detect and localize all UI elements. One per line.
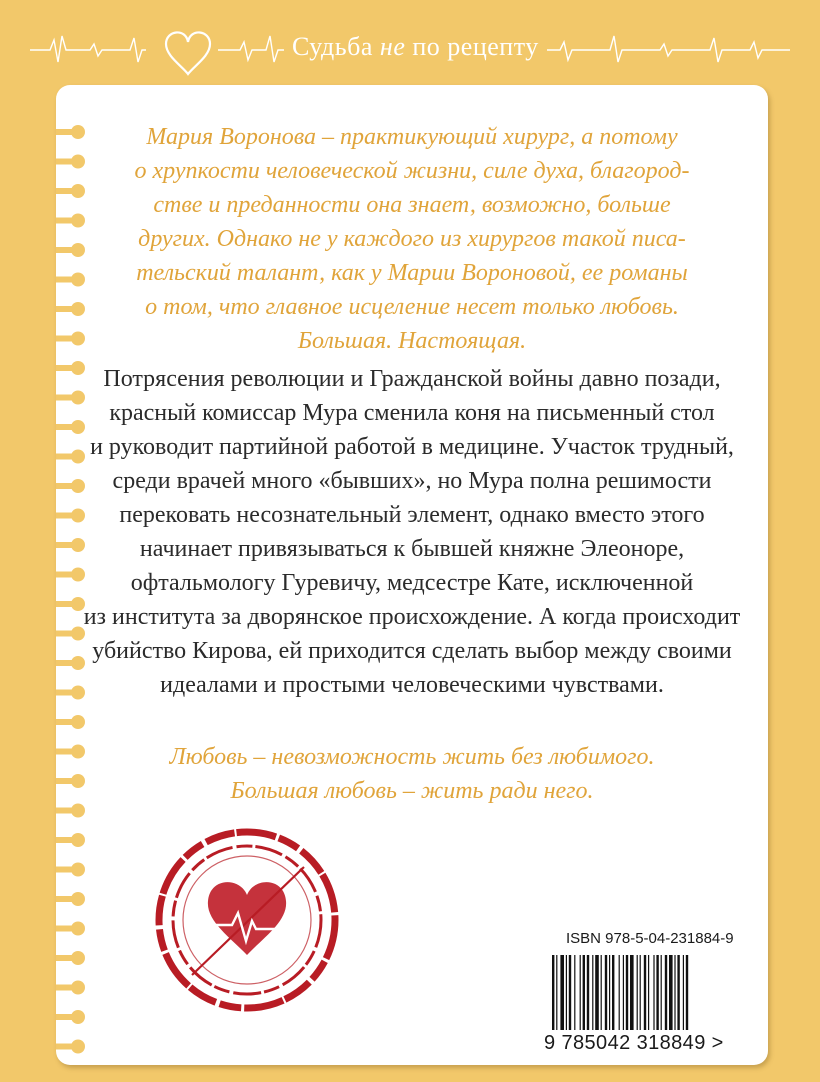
barcode-bar xyxy=(556,955,557,1030)
barcode-bar xyxy=(560,955,564,1030)
barcode-bar xyxy=(595,955,599,1030)
quote-line: тельский талант, как у Марии Вороновой, ее романы xyxy=(136,260,688,286)
barcode-bar xyxy=(592,955,593,1030)
barcode-bar xyxy=(569,955,571,1030)
author-quote xyxy=(56,120,768,358)
barcode-bar xyxy=(587,955,589,1030)
barcode-bar xyxy=(583,955,585,1030)
barcode-bar xyxy=(612,955,614,1030)
tagline-quote xyxy=(56,740,768,808)
quote-line: о хрупкости человеческой жизни, силе духа, благород- xyxy=(134,158,690,184)
series-title xyxy=(284,32,547,62)
synopsis-line: красный комиссар Мура сменила коня на письменный стол xyxy=(109,400,715,426)
synopsis-line: Потрясения революции и Гражданской войны давно позади, xyxy=(103,366,721,392)
barcode-bar xyxy=(605,955,607,1030)
barcode-bar xyxy=(669,955,673,1030)
barcode-bar xyxy=(648,955,649,1030)
barcode-digits: 9 785042 318849 > xyxy=(544,1032,724,1054)
barcode-bar xyxy=(665,955,667,1030)
barcode-bar xyxy=(661,955,662,1030)
synopsis-line: начинает привязываться к бывшей княжне Элеоноре, xyxy=(139,536,685,562)
barcode-bar xyxy=(626,955,628,1030)
barcode-bar xyxy=(674,955,675,1030)
barcode-bar xyxy=(637,955,638,1030)
barcode xyxy=(544,955,744,1030)
quote-line: стве и преданности она знает, возможно, больше xyxy=(153,192,671,218)
barcode-bar xyxy=(653,955,654,1030)
quote-line: других. Однако не у каждого из хирургов такой писа- xyxy=(138,226,686,252)
quote-line: Мария Воронова – практикующий хирург, а потому xyxy=(146,124,678,150)
synopsis xyxy=(56,362,768,702)
barcode-bar xyxy=(619,955,620,1030)
quote-line: Любовь – невозможность жить без любимого. xyxy=(169,744,655,770)
barcode-bar xyxy=(580,955,581,1030)
series-title-part2: не xyxy=(379,32,406,61)
barcode-bar xyxy=(677,955,679,1030)
synopsis-line: и руководит партийной работой в медицине. Участок трудный, xyxy=(90,434,734,460)
quote-line: о том, что главное исцеление несет только любовь. xyxy=(145,294,679,320)
quote-line: Большая любовь – жить ради него. xyxy=(230,778,594,804)
synopsis-line: перековать несознательный элемент, однако вместо этого xyxy=(119,502,705,528)
synopsis-line: идеалами и простыми человеческими чувствами. xyxy=(160,672,664,698)
series-title-part3: по рецепту xyxy=(405,32,539,61)
synopsis-line: убийство Кирова, ей приходится сделать выбор между своими xyxy=(92,638,732,664)
barcode-bar xyxy=(644,955,646,1030)
barcode-bar xyxy=(683,955,684,1030)
synopsis-line: из института за дворянское происхождение. А когда происходит xyxy=(83,604,741,630)
synopsis-line: офтальмологу Гуревичу, медсестре Кате, исключенной xyxy=(130,570,694,596)
barcode-bar xyxy=(601,955,602,1030)
quote-line: Большая. Настоящая. xyxy=(297,328,527,354)
barcode-bar xyxy=(552,955,554,1030)
barcode-bar xyxy=(640,955,641,1030)
isbn-text: ISBN 978-5-04-231884-9 xyxy=(566,930,734,947)
barcode-bar xyxy=(609,955,610,1030)
barcode-bar xyxy=(686,955,688,1030)
barcode-bar xyxy=(656,955,658,1030)
heart-stamp-icon xyxy=(152,825,342,1015)
barcode-bar xyxy=(566,955,567,1030)
barcode-bar xyxy=(630,955,634,1030)
synopsis-line: среди врачей много «бывших», но Мура полна решимости xyxy=(112,468,712,494)
barcode-bar xyxy=(623,955,624,1030)
series-title-part1: Судьба xyxy=(292,32,380,61)
barcode-bar xyxy=(574,955,575,1030)
